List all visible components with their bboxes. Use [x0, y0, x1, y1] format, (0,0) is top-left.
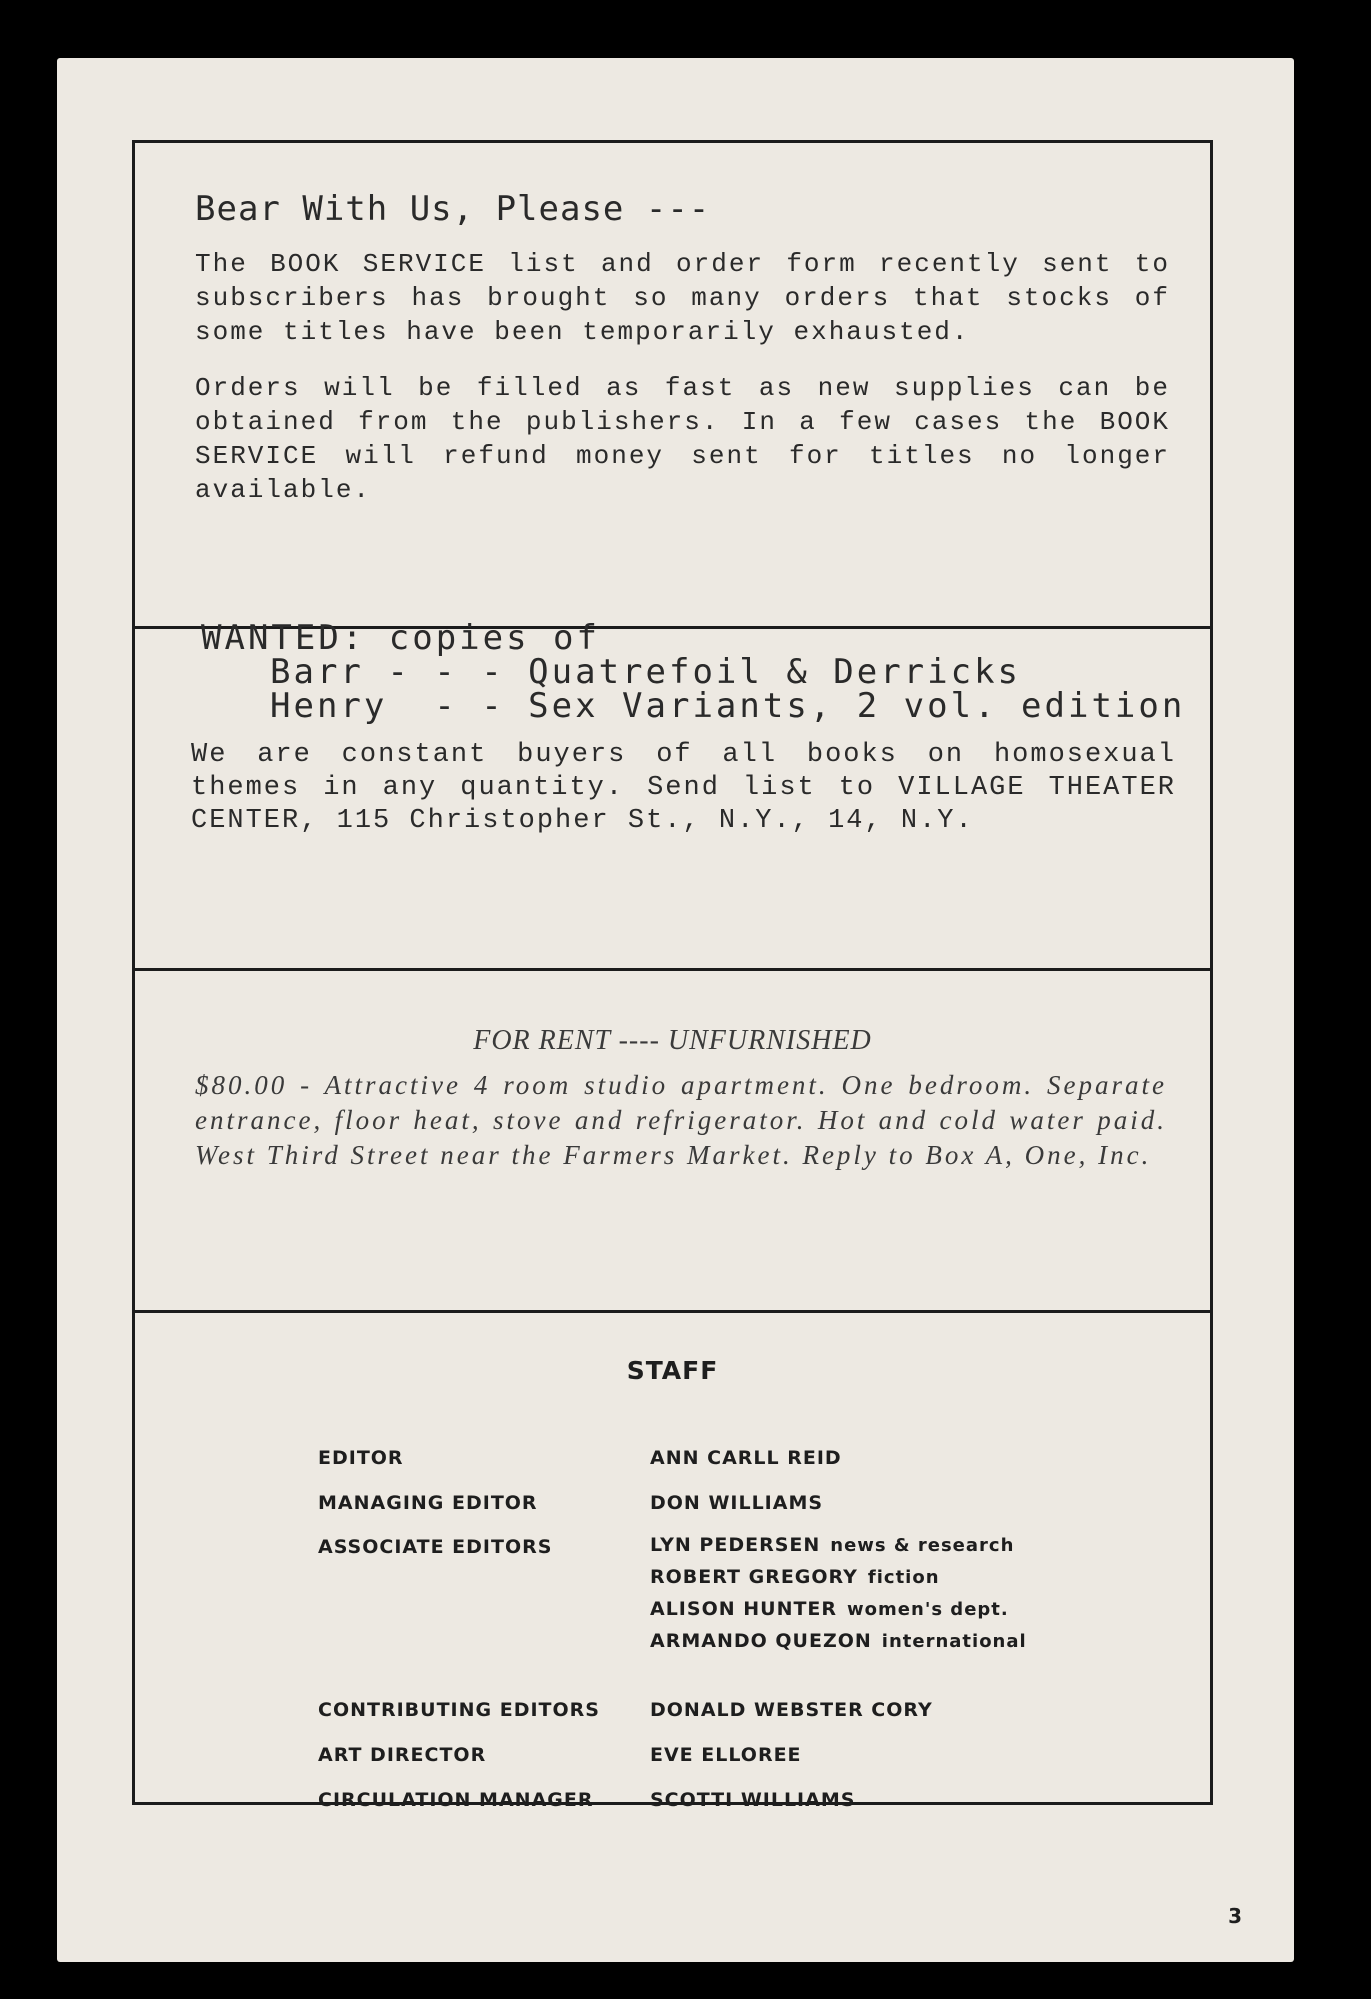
- staff-department: women's dept.: [847, 1599, 1009, 1620]
- staff-name: DONALD WEBSTER CORY: [650, 1699, 933, 1721]
- staff-name: EVE ELLOREE: [650, 1744, 802, 1766]
- associate-editor: [650, 1529, 1027, 1561]
- wanted-title-barr: Barr - - - Quatrefoil & Derricks: [270, 652, 1022, 692]
- associate-editor: [650, 1625, 1027, 1657]
- staff-name: ANN CARLL REID: [650, 1447, 842, 1469]
- staff-role: CONTRIBUTING EDITORS: [318, 1699, 600, 1721]
- for-rent-heading: FOR RENT ---- UNFURNISHED: [473, 1025, 872, 1056]
- staff-name: ROBERT GREGORY: [650, 1566, 858, 1588]
- staff-role: ASSOCIATE EDITORS: [318, 1536, 553, 1558]
- staff-department: news & research: [830, 1535, 1015, 1556]
- staff-department: fiction: [867, 1567, 940, 1588]
- for-rent-body: $80.00 - Attractive 4 room studio apartment. One bedroom. Separate entrance, floor heat, stove and refrigerator. Hot and cold water paid. West Third Street near the Farmers Market. Reply to Box A, One, Inc.: [195, 1070, 1167, 1170]
- staff-name: SCOTTI WILLIAMS: [650, 1789, 856, 1811]
- wanted-heading: WANTED: copies of: [201, 618, 600, 658]
- wanted-title-henry: Henry - - Sex Variants, 2 vol. edition: [270, 686, 1186, 726]
- notice-heading: Bear With Us, Please ---: [195, 189, 711, 229]
- staff-department: international: [881, 1631, 1027, 1652]
- section-divider: [135, 1310, 1210, 1313]
- staff-name: LYN PEDERSEN: [650, 1534, 821, 1556]
- content-frame: [132, 140, 1213, 1811]
- notice-paragraph-2: Orders will be filled as fast as new supplies can be obtained from the publishers. In a few cases the BOOK SERVICE will refund money sent for titles no longer available.: [195, 373, 1170, 505]
- staff-role: ART DIRECTOR: [318, 1744, 487, 1766]
- staff-name: ALISON HUNTER: [650, 1598, 838, 1620]
- magazine-page: [57, 58, 1294, 1962]
- notice-paragraph-1: The BOOK SERVICE list and order form recently sent to subscribers has brought so many orders that stocks of some titles have been temporarily exhausted.: [195, 249, 1170, 347]
- associate-editor: [650, 1593, 1027, 1625]
- staff-role: EDITOR: [318, 1447, 404, 1469]
- page-number: 3: [1228, 1904, 1242, 1928]
- staff-name: ARMANDO QUEZON: [650, 1630, 872, 1652]
- associate-editors-list: [650, 1529, 1027, 1657]
- associate-editor: [650, 1561, 1027, 1593]
- section-divider: [135, 968, 1210, 971]
- staff-role: MANAGING EDITOR: [318, 1492, 538, 1514]
- staff-role: CIRCULATION MANAGER: [318, 1789, 594, 1811]
- staff-title: STAFF: [626, 1356, 719, 1385]
- wanted-body: We are constant buyers of all books on homosexual themes in any quantity. Send list to VILLAGE THEATER CENTER, 115 Christopher St., N.Y., 14, N.Y.: [191, 740, 1176, 836]
- staff-name: DON WILLIAMS: [650, 1492, 824, 1514]
